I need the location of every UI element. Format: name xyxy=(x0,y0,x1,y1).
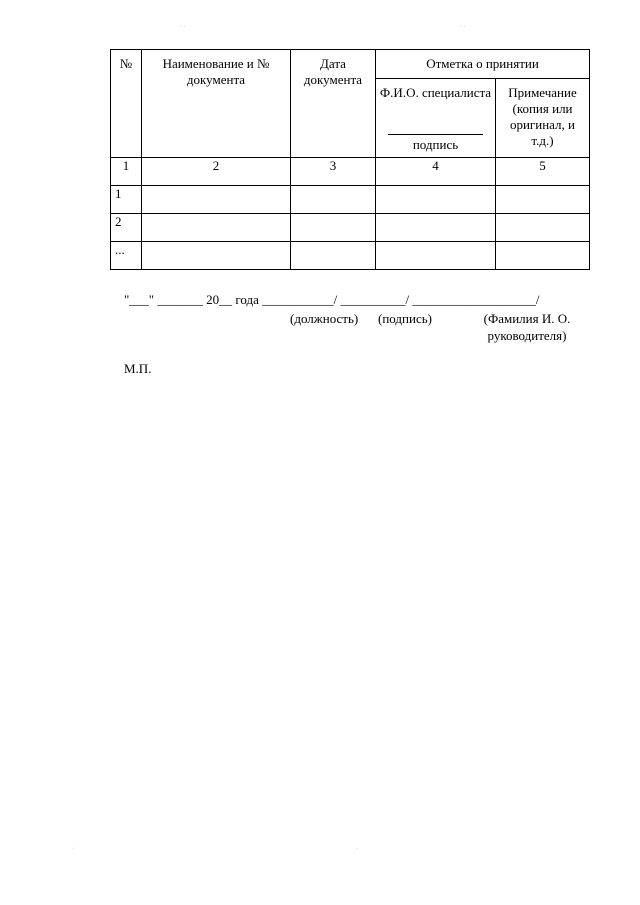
header-fio-cell xyxy=(376,79,496,158)
header-note: Примечание (копия или оригинал, и т.д.) xyxy=(508,85,577,148)
head-name-caption: (Фамилия И. О. руководителя) xyxy=(483,311,571,343)
row-note[interactable] xyxy=(496,242,590,270)
scan-speck: · · xyxy=(180,24,186,30)
signature-caption: (подпись) xyxy=(378,311,432,326)
header-num: № xyxy=(111,50,142,158)
scan-speck: · xyxy=(356,846,358,852)
position-caption: (должность) xyxy=(290,311,359,326)
row-document-name[interactable] xyxy=(142,242,291,270)
table-row xyxy=(111,186,590,214)
row-num: ... xyxy=(111,242,142,270)
header-document-date: Дата документа xyxy=(291,50,376,158)
column-number: 3 xyxy=(291,158,376,186)
column-number: 2 xyxy=(142,158,291,186)
header-note-cell xyxy=(496,79,590,158)
header-acceptance-mark: Отметка о принятии xyxy=(376,50,590,79)
row-fio[interactable] xyxy=(376,242,496,270)
row-document-date[interactable] xyxy=(291,214,376,242)
header-fio: Ф.И.О. специалиста xyxy=(379,85,492,100)
column-number: 1 xyxy=(111,158,142,186)
column-number: 4 xyxy=(376,158,496,186)
row-document-name[interactable] xyxy=(142,214,291,242)
row-fio[interactable] xyxy=(376,186,496,214)
row-fio[interactable] xyxy=(376,214,496,242)
scan-speck: · xyxy=(72,846,74,852)
row-num: 1 xyxy=(111,186,142,214)
row-note[interactable] xyxy=(496,186,590,214)
table-row xyxy=(111,242,590,270)
row-document-date[interactable] xyxy=(291,242,376,270)
signature-underline xyxy=(388,134,483,135)
header-signature: подпись xyxy=(412,137,459,152)
row-num: 2 xyxy=(111,214,142,242)
documents-table xyxy=(110,49,590,270)
table-header-row xyxy=(111,50,590,79)
column-number: 5 xyxy=(496,158,590,186)
scan-speck: · · xyxy=(460,24,466,30)
row-document-name[interactable] xyxy=(142,186,291,214)
row-document-date[interactable] xyxy=(291,186,376,214)
table-row xyxy=(111,214,590,242)
column-number-row xyxy=(111,158,590,186)
header-document-name: Наименование и № документа xyxy=(142,50,291,158)
stamp-place: М.П. xyxy=(124,361,152,376)
signature-date-line: "___" _______ 20__ года ___________/ __________/ ___________________/ xyxy=(124,292,540,307)
row-note[interactable] xyxy=(496,214,590,242)
